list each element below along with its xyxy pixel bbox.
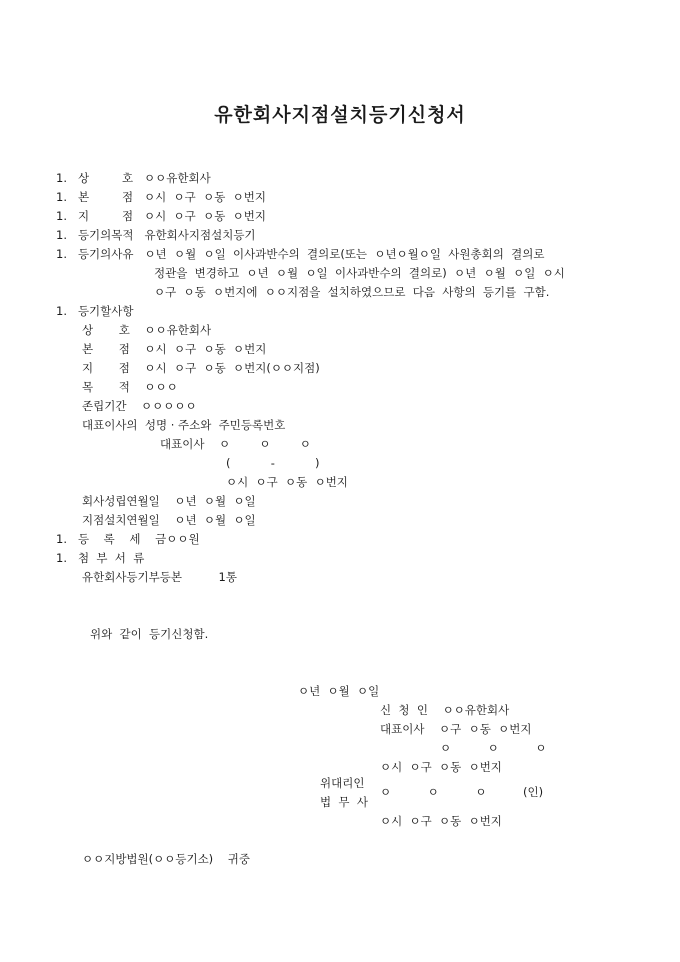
document-line: 1. 본 점 ㅇ시 ㅇ구 ㅇ동 ㅇ번지 (56, 190, 266, 204)
document-line: ㅇㅇ지방법원(ㅇㅇ등기소) 귀중 (82, 852, 251, 866)
document-line: 회사성립연월일 ㅇ년 ㅇ월 ㅇ일 (82, 494, 256, 508)
document-line: 목 적 ㅇㅇㅇ (82, 380, 178, 394)
document-line: ( - ) (226, 456, 320, 470)
document-line: 존립기간 ㅇㅇㅇㅇㅇ (82, 399, 197, 413)
document-line: 신 청 인 ㅇㅇ유한회사 (380, 703, 510, 717)
document-line: 위대리인 (320, 776, 365, 790)
document-line: 지 점 ㅇ시 ㅇ구 ㅇ동 ㅇ번지(ㅇㅇ지점) (82, 361, 320, 375)
document-line: 1. 첨 부 서 류 (56, 551, 145, 565)
document-line: ㅇ ㅇ ㅇ (인) (380, 785, 544, 799)
document-line: ㅇ시 ㅇ구 ㅇ동 ㅇ번지 (380, 760, 502, 774)
document-line: 대표이사 ㅇ구 ㅇ동 ㅇ번지 (380, 722, 532, 736)
document-line: 1. 상 호 ㅇㅇ유한회사 (56, 171, 211, 185)
document-line: 1. 등기의목적 유한회사지점설치등기 (56, 228, 256, 242)
document-line: 상 호 ㅇㅇ유한회사 (82, 323, 212, 337)
document-line: 정관을 변경하고 ㅇ년 ㅇ월 ㅇ일 이사과반수의 결의로) ㅇ년 ㅇ월 ㅇ일 ㅇ시 (154, 266, 565, 280)
document-line: 1. 등기의사유 ㅇ년 ㅇ월 ㅇ일 이사과반수의 결의로(또는 ㅇ년ㅇ월ㅇ일 사원총회의 결의로 (56, 247, 545, 261)
document-line: 1. 지 점 ㅇ시 ㅇ구 ㅇ동 ㅇ번지 (56, 209, 266, 223)
document-title: 유한회사지점설치등기신청서 (214, 104, 466, 126)
document-line: 대표이사 ㅇ ㅇ ㅇ (160, 437, 311, 451)
document-line: 법 무 사 (320, 795, 368, 809)
document-line: ㅇ구 ㅇ동 ㅇ번지에 ㅇㅇ지점을 설치하였으므로 다음 사항의 등기를 구함. (154, 285, 550, 299)
document-line: 위와 같이 등기신청함. (90, 627, 209, 641)
document-line: ㅇ년 ㅇ월 ㅇ일 (298, 684, 380, 698)
document-line: ㅇ시 ㅇ구 ㅇ동 ㅇ번지 (226, 475, 348, 489)
document-line: 본 점 ㅇ시 ㅇ구 ㅇ동 ㅇ번지 (82, 342, 267, 356)
document-line: 대표이사의 성명 · 주소와 주민등록번호 (82, 418, 286, 432)
document-line: 유한회사등기부등본 1통 (82, 570, 237, 584)
document-line: 지점설치연월일 ㅇ년 ㅇ월 ㅇ일 (82, 513, 256, 527)
document-line: 1. 등 록 세 금ㅇㅇ원 (56, 532, 200, 546)
document-line: ㅇ ㅇ ㅇ (440, 741, 547, 755)
document-line: ㅇ시 ㅇ구 ㅇ동 ㅇ번지 (380, 814, 502, 828)
document-line: 1. 등기할사항 (56, 304, 134, 318)
